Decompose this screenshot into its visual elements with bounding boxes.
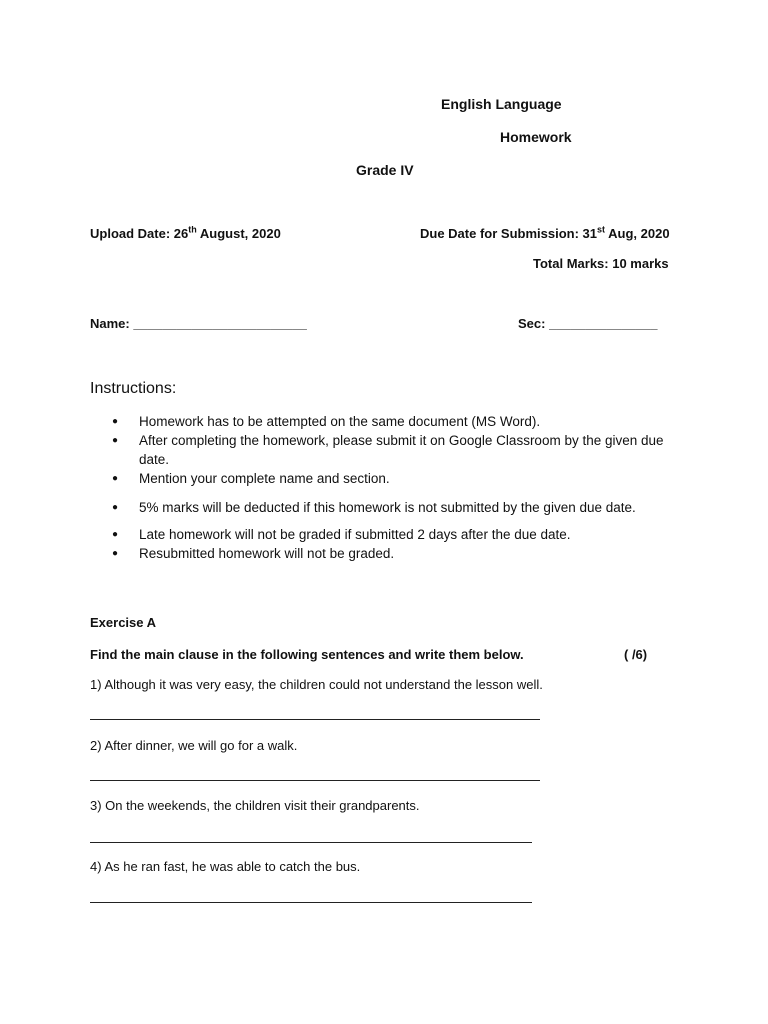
subject-title: English Language — [441, 96, 562, 112]
answer-line-1[interactable] — [90, 719, 540, 720]
due-date-prefix: Due Date for Submission: 31 — [420, 226, 597, 241]
instructions-list — [112, 412, 692, 563]
due-date-sup: st — [596, 224, 605, 235]
answer-line-2[interactable] — [90, 780, 540, 781]
instructions-heading: Instructions: — [90, 380, 177, 397]
list-item: ● After completing the homework, please submit it on Google Classroom by the given due date. — [112, 431, 692, 469]
answer-line-3[interactable] — [90, 842, 532, 843]
grade-title: Grade IV — [356, 162, 414, 178]
due-date — [420, 226, 670, 241]
exercise-marks: ( /6) — [624, 647, 648, 662]
upload-date-sup: th — [188, 224, 197, 235]
upload-date-prefix: Upload Date: 26 — [90, 226, 189, 241]
question-2: 2) After dinner, we will go for a walk. — [90, 738, 298, 753]
document-type: Homework — [500, 129, 572, 145]
list-item: ● Mention your complete name and section. — [112, 469, 692, 488]
question-4: 4) As he ran fast, he was able to catch the bus. — [90, 859, 361, 874]
list-item: ● 5% marks will be deducted if this homework is not submitted by the given due date. — [112, 498, 692, 517]
name-field[interactable]: Name: ________________________ — [90, 316, 307, 331]
list-item: ● Resubmitted homework will not be graded. — [112, 544, 692, 563]
answer-line-4[interactable] — [90, 902, 532, 903]
section-field[interactable]: Sec: _______________ — [518, 316, 658, 331]
question-1: 1) Although it was very easy, the children could not understand the lesson well. — [90, 677, 543, 692]
due-date-suffix: Aug, 2020 — [605, 226, 670, 241]
upload-date-suffix: August, 2020 — [196, 226, 281, 241]
exercise-prompt: Find the main clause in the following sentences and write them below. — [90, 647, 524, 662]
question-3: 3) On the weekends, the children visit their grandparents. — [90, 798, 420, 813]
list-item: ● Late homework will not be graded if submitted 2 days after the due date. — [112, 525, 692, 544]
total-marks: Total Marks: 10 marks — [533, 256, 669, 271]
exercise-title: Exercise A — [90, 615, 157, 630]
upload-date — [90, 226, 281, 241]
list-item: ● Homework has to be attempted on the same document (MS Word). — [112, 412, 692, 431]
